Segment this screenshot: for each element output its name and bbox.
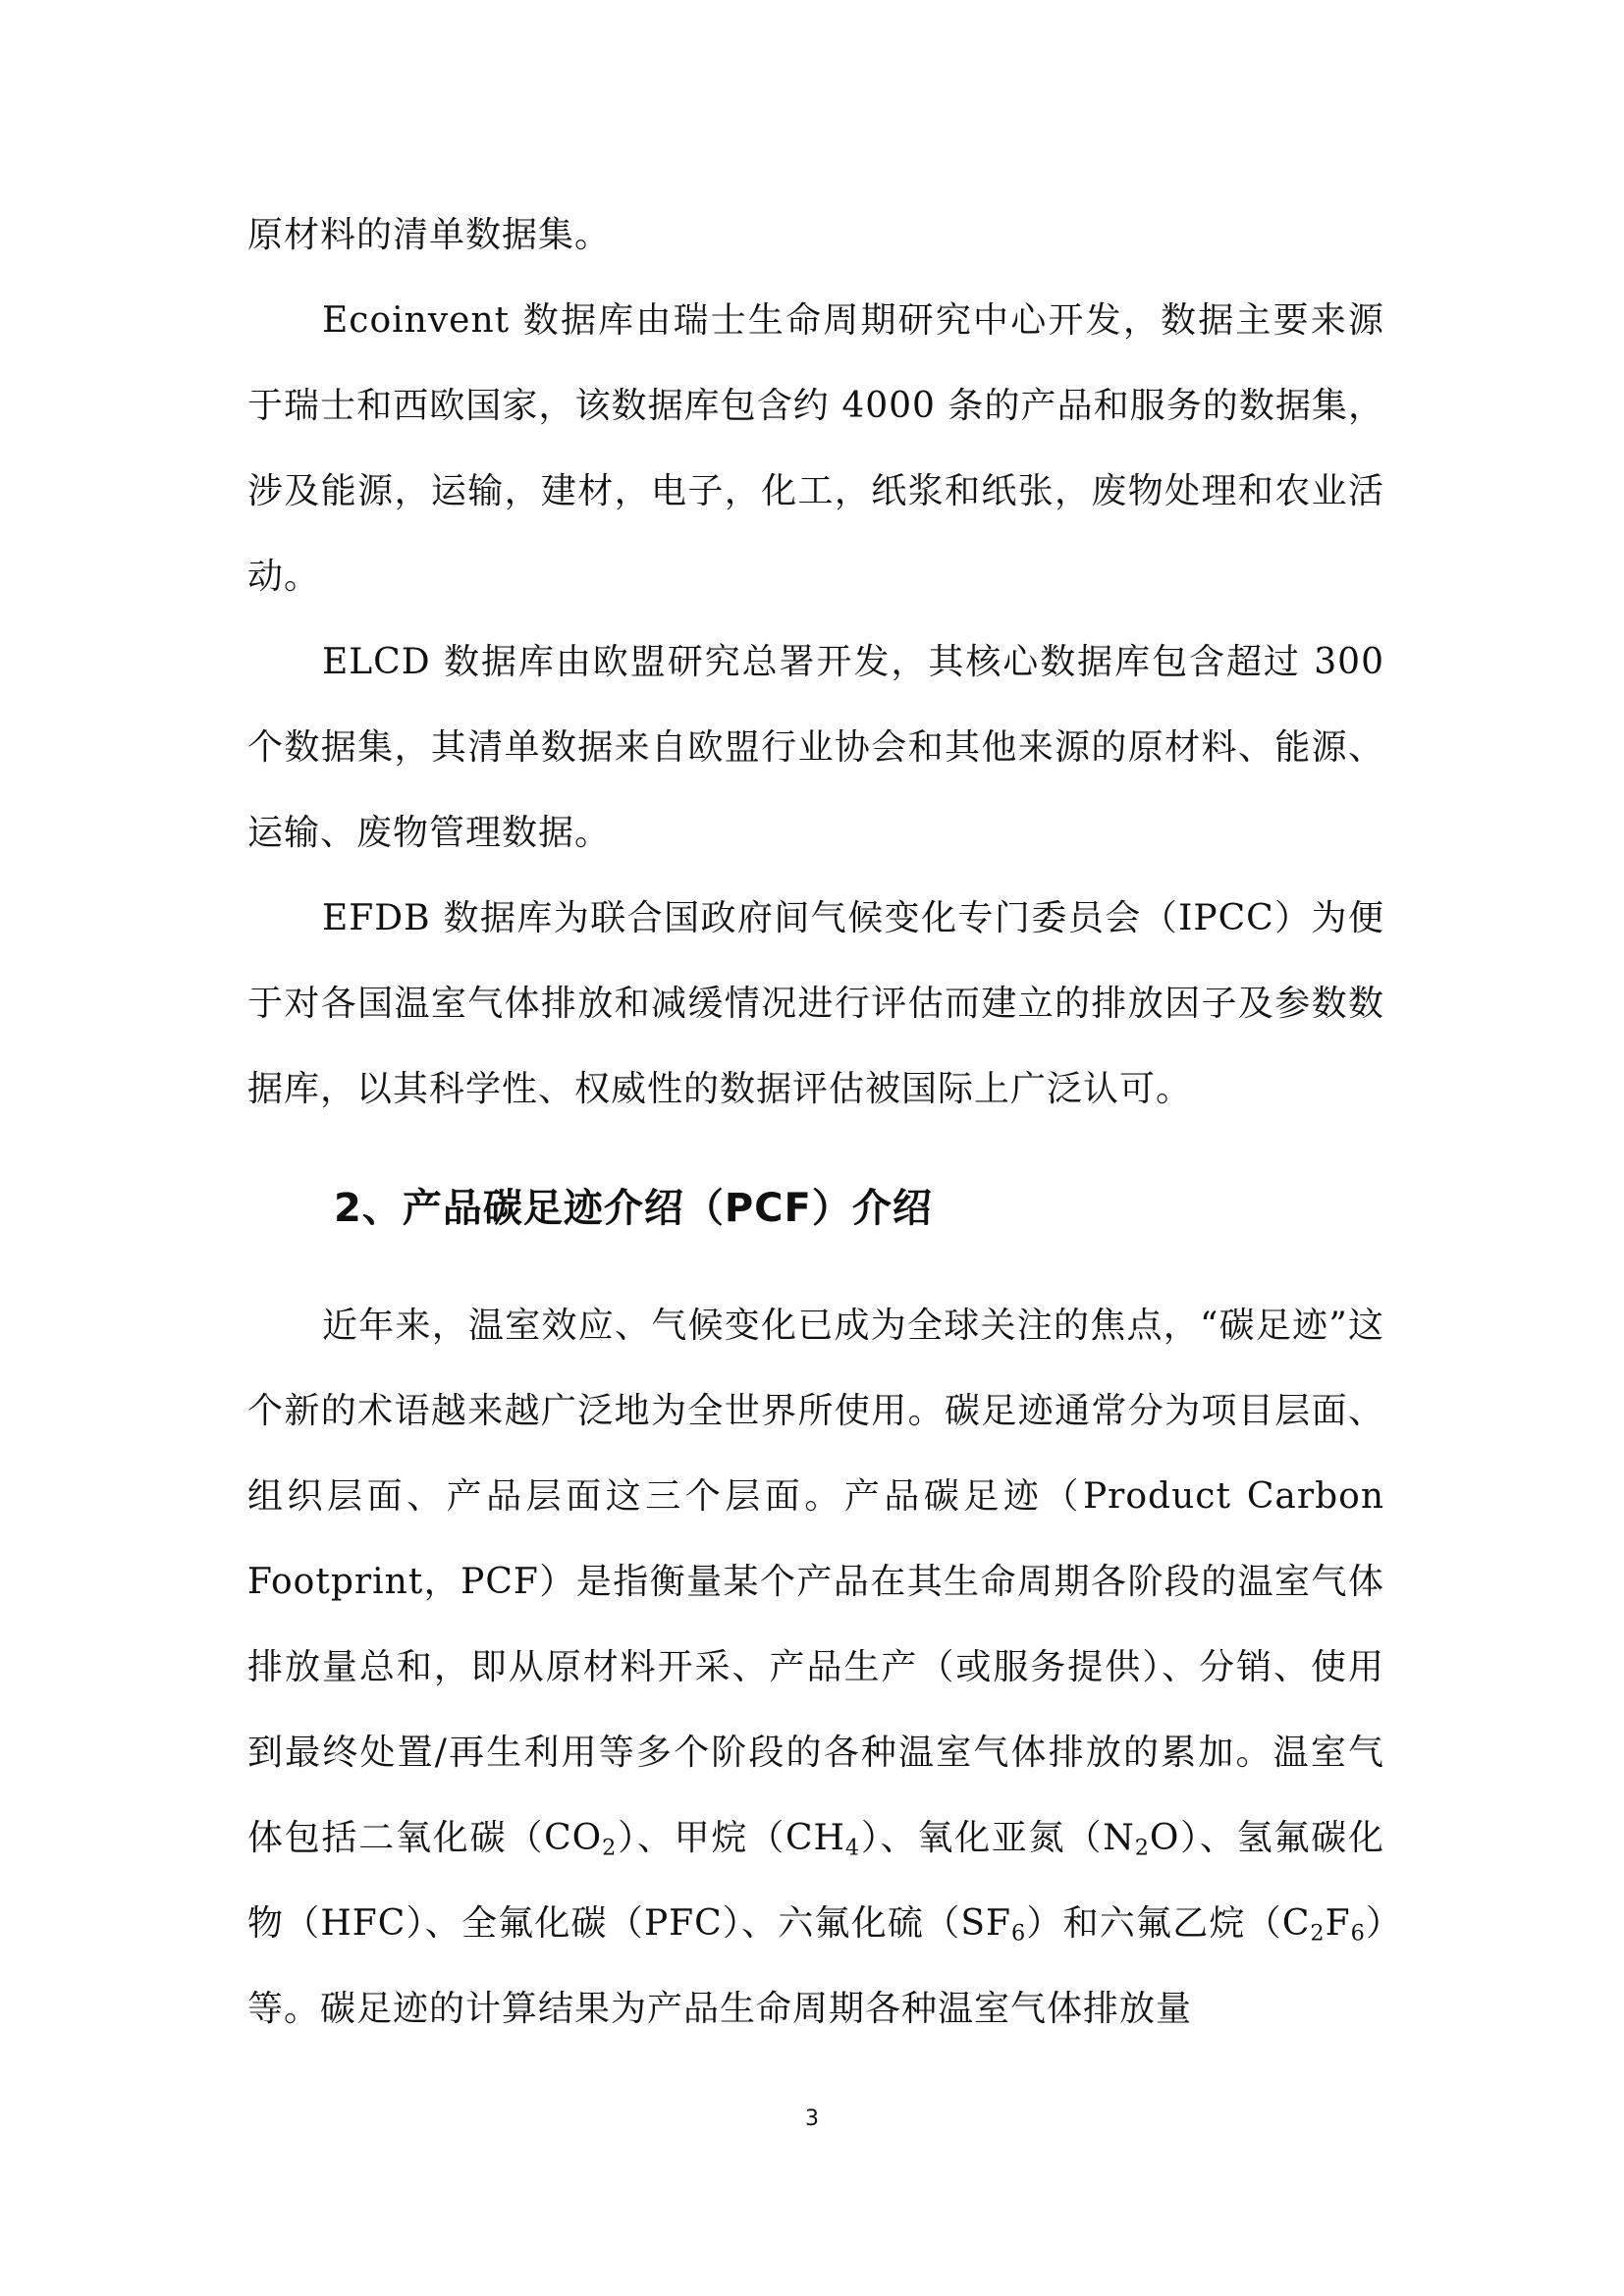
paragraph-continuation: 原材料的清单数据集。 — [247, 215, 612, 255]
co2-formula: $CO_2$ — [544, 1818, 618, 1861]
c2f6-formula: $C_2F_6$ — [1281, 1903, 1366, 1947]
ch4-formula: $CH_4$ — [785, 1818, 861, 1861]
paragraph-efdb: EFDB 数据库为联合国政府间气候变化专门委员会（IPCC）为便于对各国温室气体排放和减缓情况进行评估而建立的排放因子及参数数据库，以其科学性、权威性的数据评估被国际上广泛认可。 — [247, 898, 1384, 1109]
page-content — [247, 192, 1384, 2052]
paragraph-elcd: ELCD 数据库由欧盟研究总署开发，其核心数据库包含超过 300 个数据集，其清单数据来自欧盟行业协会和其他来源的原材料、能源、运输、废物管理数据。 — [247, 642, 1384, 853]
page-number: 3 — [805, 2107, 819, 2131]
paragraph-pcf-intro: 近年来，温室效应、气候变化已成为全球关注的焦点，“碳足迹”这个新的术语越来越广泛地为全世界所使用。碳足迹通常分为项目层面、组织层面、产品层面这三个层面。产品碳足迹（Product Carbon Footprint，PCF）是指衡量某个产品在其生命周期各阶段的温室气体排放量总和，即从原材料开采、产品生产（或服务提供）、分销、使用到最终处置/再生利用等多个阶段的各种温室气体排放的累加。温室气体包括二氧化碳$(CO_2)$、甲烷$(CH_4)$、氧化亚氮$(N_2O)$、氢氟碳化物（HFC）、全氟化碳（PFC）、六氟化硫$(SF_6)$和六氟乙烷$(C_2F_6)$等。碳足迹的计算结果为产品生命周期各种温室气体排放量 — [247, 1306, 1384, 2029]
sf6-formula: $SF_6$ — [960, 1903, 1027, 1947]
n2o-formula: $N_2O$ — [1103, 1818, 1180, 1861]
paragraph-ecoinvent: Ecoinvent 数据库由瑞士生命周期研究中心开发，数据主要来源于瑞士和西欧国家，该数据库包含约 4000 条的产品和服务的数据集，涉及能源，运输，建材，电子，化工，纸浆和纸张，废物处理和农业活动。 — [247, 300, 1384, 597]
pcf-intro-text: 近年来，温室效应、气候变化已成为全球关注的焦点，“碳足迹”这个新的术语越来越广泛地为全世界所使用。碳足迹通常分为项目层面、组织层面、产品层面这三个层面。产品碳足迹（Product Carbon Footprint，PCF）是指衡量某个产品在其生命周期各阶段的温室气体排放量总和，即从原材料开采、产品生产（或服务提供）、分销、使用到最终处置/再生利用等多个阶段的各种温室气体排放的累加。温室气体包括二氧化碳（ — [247, 1306, 1384, 1858]
section-heading: 2、产品碳足迹介绍（PCF）介绍 — [334, 1186, 933, 1231]
